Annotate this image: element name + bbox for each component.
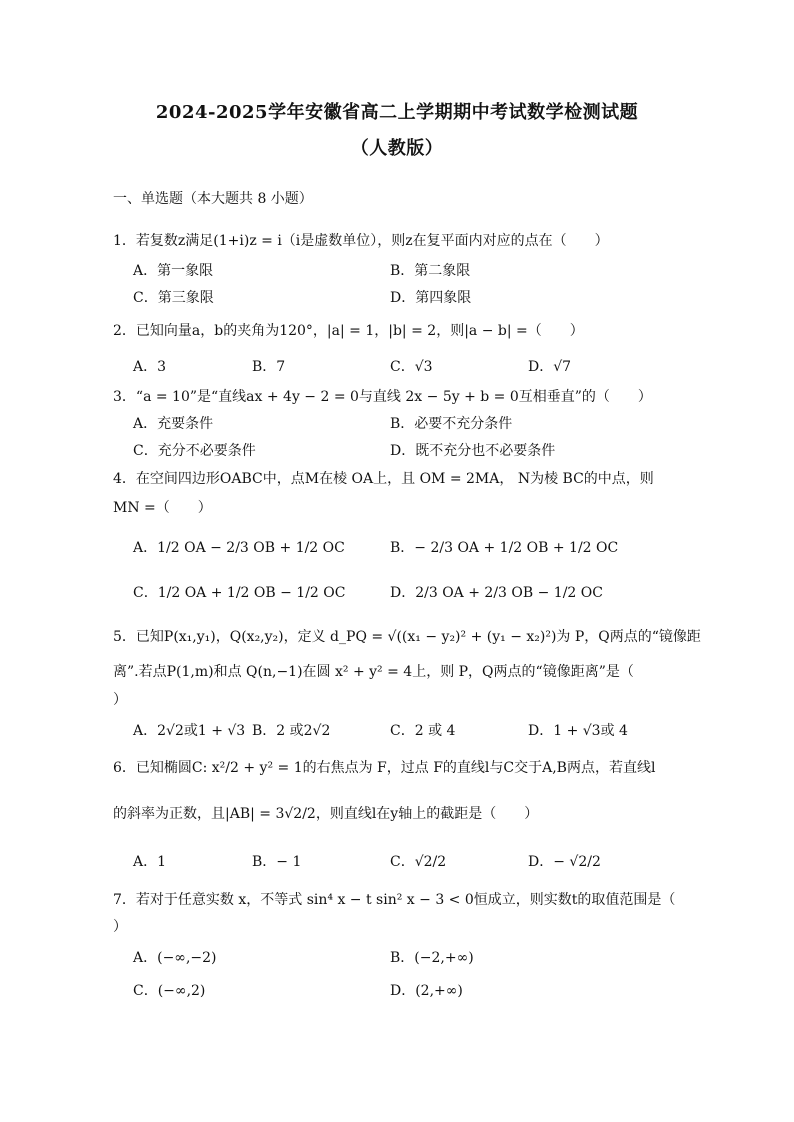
question-2-option-a: A．3 [133,359,167,375]
question-4-option-b: B．− 2/3 OA + 1/2 OB + 1/2 OC [390,540,619,556]
question-2-option-b: B．7 [252,359,286,375]
question-4-option-a: A．1/2 OA − 2/3 OB + 1/2 OC [133,540,345,556]
question-1-option-b: B．第二象限 [390,263,471,279]
question-7-option-c: C．(−∞,2) [133,983,206,999]
question-7-stem-line-1: 7．若对于任意实数 x，不等式 sin⁴ x − t sin² x − 3 < 0恒成立，则实数t的取值范围是（ [113,892,676,908]
question-4-option-c: C．1/2 OA + 1/2 OB − 1/2 OC [133,585,346,601]
question-4-stem-line-1: 4．在空间四边形OABC中，点M在棱 OA上，且 OM = 2MA， N为棱 BC的中点，则 [113,471,654,487]
question-7-option-a: A．(−∞,−2) [133,950,217,966]
question-5-stem-line-3: ） [113,692,127,708]
exam-subtitle: （人教版） [350,138,444,159]
question-5-stem-line-2: 离”.若点P(1,m)和点 Q(n,−1)在圆 x² + y² = 4上，则 P，Q两点的“镜像距离”是（ [113,664,634,680]
question-6-stem-line-1: 6．已知椭圆C: x²/2 + y² = 1的右焦点为 F，过点 F的直线l与C交于A,B两点，若直线l [113,760,656,776]
question-5-stem-line-1: 5．已知P(x₁,y₁)，Q(x₂,y₂)，定义 d_PQ = √((x₁ − y₂)² + (y₁ − x₂)²)为 P，Q两点的“镜像距 [113,629,701,645]
question-5-option-d: D．1 + √3或 4 [528,723,628,739]
question-6-option-c: C．√2/2 [390,854,447,870]
question-2-option-c: C．√3 [390,359,433,375]
question-7-stem-line-2: ） [113,919,127,935]
question-5-option-b: B．2 或2√2 [252,723,331,739]
question-1-stem: 1．若复数z满足(1+i)z = i（i是虚数单位），则z在复平面内对应的点在（ ） [113,233,609,249]
question-3-option-b: B．必要不充分条件 [390,416,513,432]
question-1-option-d: D．第四象限 [390,290,472,306]
question-6-option-d: D．− √2/2 [528,854,601,870]
question-5-option-a: A．2√2或1 + √3 [133,723,246,739]
question-2-stem: 2．已知向量a，b的夹角为120°，|a| = 1，|b| = 2，则|a − b| =（ ） [113,323,584,339]
question-3-option-c: C．充分不必要条件 [133,443,256,459]
question-3-option-d: D．既不充分也不必要条件 [390,443,556,459]
question-3-option-a: A．充要条件 [133,416,214,432]
question-1-option-c: C．第三象限 [133,290,214,306]
question-6-option-b: B．− 1 [252,854,302,870]
question-4-option-d: D．2/3 OA + 2/3 OB − 1/2 OC [390,585,603,601]
exam-title: 2024-2025学年安徽省高二上学期期中考试数学检测试题 [155,102,639,123]
question-3-stem: 3．“a = 10”是“直线ax + 4y − 2 = 0与直线 2x − 5y + b = 0互相垂直”的（ ） [113,389,652,405]
question-2-option-d: D．√7 [528,359,572,375]
question-6-option-a: A．1 [133,854,167,870]
question-7-option-d: D．(2,+∞) [390,983,463,999]
question-6-stem-line-2: 的斜率为正数，且|AB| = 3√2/2，则直线l在y轴上的截距是（ ） [113,806,539,822]
question-5-option-c: C．2 或 4 [390,723,456,739]
question-7-option-b: B．(−2,+∞) [390,950,474,966]
question-4-stem-line-2: MN =（ ） [113,500,212,516]
question-1-option-a: A．第一象限 [133,263,214,279]
section-heading: 一、单选题（本大题共 8 小题） [113,191,313,207]
